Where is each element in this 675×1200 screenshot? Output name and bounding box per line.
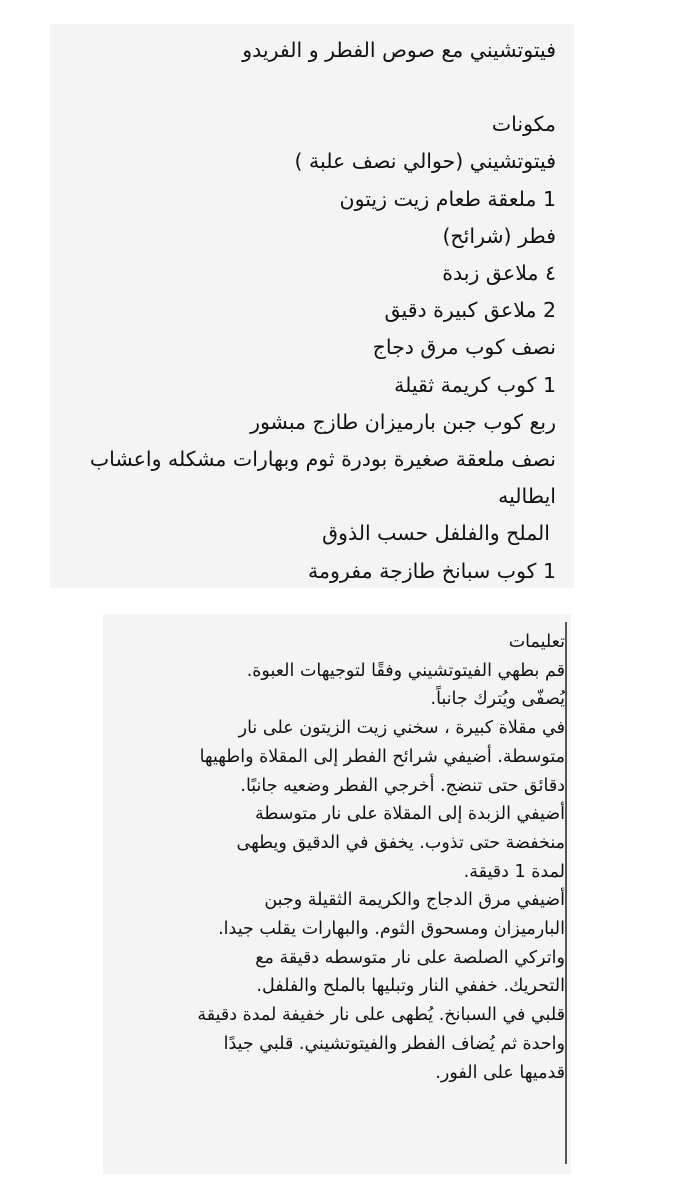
instruction-line: قلبي في السبانخ. يُطهى على نار خفيفة لمدة دقيقة: [197, 1005, 565, 1026]
ingredient-item: ٤ ملاعق زبدة: [442, 261, 556, 286]
instructions-card: [103, 614, 571, 1174]
instruction-line: يُصفّى ويُترك جانباً.: [430, 689, 565, 710]
ingredient-item: فطر (شرائح): [442, 223, 556, 248]
ingredient-item: 1 كوب سبانخ طازجة مفرومة: [308, 558, 556, 583]
instructions-heading: تعليمات: [508, 632, 565, 652]
ingredient-item: نصف ملعقة صغيرة بودرة ثوم وبهارات مشكله واعشاب ايطاليه: [89, 447, 556, 509]
instruction-line: البارميزان ومسحوق الثوم. والبهارات يقلب جيدا.: [218, 919, 565, 940]
ingredient-item: فيتوتشيني (حوالي نصف علبة ): [294, 149, 556, 174]
ingredient-item: ربع كوب جبن بارميزان طازج مبشور: [250, 409, 556, 434]
recipe-title: فيتوتشيني مع صوص الفطر و الفريدو: [242, 38, 556, 62]
instruction-line: لمدة 1 دقيقة.: [463, 861, 565, 882]
instruction-line: في مقلاة كبيرة ، سخني زيت الزيتون على نار: [238, 718, 565, 739]
instruction-line: أضيفي مرق الدجاج والكريمة الثقيلة وجبن: [264, 890, 565, 911]
instruction-line: قدميها على الفور.: [435, 1062, 565, 1083]
ingredients-card: [50, 24, 574, 588]
ingredient-item: 1 كوب كريمة ثقيلة: [394, 372, 556, 397]
quote-rule: [565, 622, 567, 1164]
instruction-line: أضيفي الزبدة إلى المقلاة على نار متوسطة: [254, 804, 565, 825]
ingredient-item: 2 ملاعق كبيرة دقيق: [384, 298, 556, 323]
ingredient-item: 1 ملعقة طعام زيت زيتون: [339, 186, 556, 211]
instruction-line: قم بطهي الفيتوتشيني وفقًا لتوجيهات العبوة.: [246, 660, 565, 681]
instruction-line: دقائق حتى تنضج. أخرجي الفطر وضعيه جانبًا.: [240, 775, 565, 796]
instruction-line: واتركي الصلصة على نار متوسطه دقيقة مع: [255, 947, 565, 968]
instruction-line: متوسطة. أضيفي شرائح الفطر إلى المقلاة واطهيها: [199, 746, 565, 767]
instruction-line: التحريك. خففي النار وتبليها بالملح والفلفل.: [256, 976, 565, 997]
instruction-line: واحدة ثم يُضاف الفطر والفيتوتشيني. قلبي جيدًا: [223, 1033, 565, 1054]
ingredients-heading: مكونات: [491, 112, 556, 137]
ingredient-item: الملح والفلفل حسب الذوق: [322, 521, 550, 546]
instruction-line: منخفضة حتى تذوب. يخفق في الدقيق ويطهى: [236, 832, 565, 853]
ingredient-item: نصف كوب مرق دجاج: [372, 335, 556, 360]
